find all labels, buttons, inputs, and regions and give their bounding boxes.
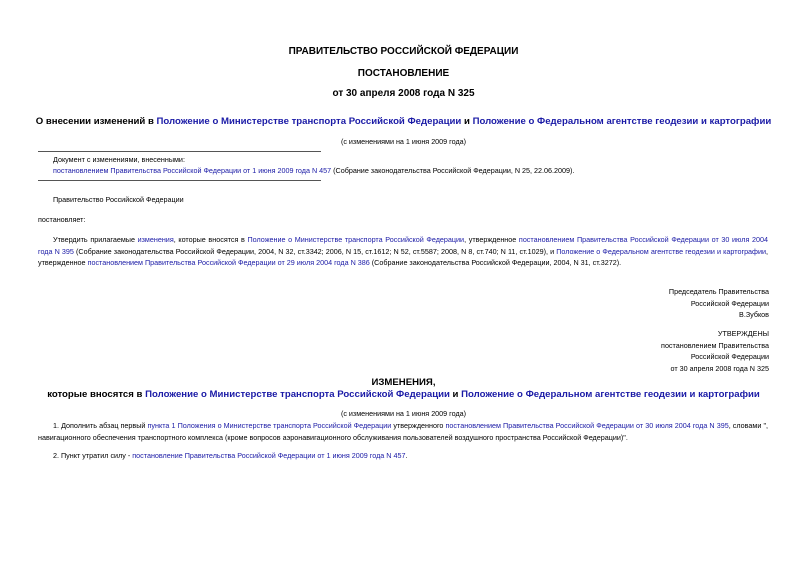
change-item-text: . [405,451,408,460]
approved-title: УТВЕРЖДЕНЫ [717,329,769,338]
approved-by: постановлением Правительства [661,340,769,350]
changes-subheading [0,389,807,400]
changes-note: (с изменениями на 1 июня 2009 года) [340,409,467,418]
document-date-number: от 30 апреля 2008 года N 325 [332,88,475,99]
decree-link-resolution-395[interactable]: постановлением Правительства Российской Федерации от 30 июля 2004 года N 395 [38,235,768,256]
decree-paragraph [38,234,768,269]
signature-name: В.Зубков [739,310,769,319]
changes-sub-prefix: которые вносятся в [47,389,146,400]
changes-box-divider [38,151,321,152]
changes-heading: ИЗМЕНЕНИЯ, [371,377,436,388]
document-type: ПОСТАНОВЛЕНИЕ [357,68,450,79]
changes-box-tail: (Собрание законодательства Российской Федерации, N 25, 22.06.2009). [331,166,575,175]
decree-link-ministry-regulation[interactable]: Положение о Министерстве транспорта Российской Федерации [247,235,465,244]
document-title [0,116,807,127]
change-item-2-link-resolution[interactable]: постановление Правительства Российской Федерации от 1 июня 2009 года N 457 [132,451,406,460]
change-item-text: утвержденного [391,421,446,430]
decree-text: (Собрание законодательства Российской Федерации, 2004, N 32, ст.3342; 2006, N 15, ст.1612; N 52, ст.5587; 2008, N 8, ст.740; N 11, ст.1029), и [73,246,557,256]
decides: постановляет: [38,215,86,224]
signature-position: Председатель Правительства [668,287,769,296]
decree-text: Утвердить прилагаемые [53,235,138,244]
changes-box-reference [53,166,574,175]
change-item-text: 2. Пункт утратил силу - [53,451,133,460]
issuer: Правительство Российской Федерации [53,195,184,204]
change-item-1-link-resolution[interactable]: постановлением Правительства Российской Федерации от 30 июля 2004 года N 395 [445,421,729,430]
change-item-1 [38,420,768,443]
changes-sub-and: и [449,389,462,400]
title-prefix: О внесении изменений в [35,116,157,127]
approved-date: от 30 апреля 2008 года N 325 [670,363,769,373]
signature-country: Российской Федерации [690,298,769,308]
amendment-note: (с изменениями на 1 июня 2009 года) [340,137,467,146]
title-and: и [461,116,473,127]
change-item-text: 1. Дополнить абзац первый [53,421,148,430]
changes-sub-link-agency[interactable]: Положение о Федеральном агентстве геодезии и картографии [461,389,760,400]
decree-text: (Собрание законодательства Российской Федерации, 2004, N 31, ст.3272). [369,258,622,267]
decree-text: , утвержденное [464,235,519,244]
title-link-agency[interactable]: Положение о Федеральном агентстве геодезии и картографии [472,116,772,127]
change-item-text: , словами ", навигационного обеспечения транспортного комплекса (кроме вопросов аэронавигационного обслуживания пользователей воздушного пространства Российской Федерации)". [38,421,769,442]
decree-text: , которые вносятся в [173,235,248,244]
decree-link-changes[interactable]: изменения [137,235,174,244]
decree-text: , утвержденное [38,246,769,267]
approved-country: Российской Федерации [690,352,769,361]
changes-box-bottom-divider [38,180,321,181]
change-item-2 [53,451,407,460]
government-title: ПРАВИТЕЛЬСТВО РОССИЙСКОЙ ФЕДЕРАЦИИ [288,46,519,57]
approved-block [661,328,769,374]
title-link-ministry[interactable]: Положение о Министерстве транспорта Российской Федерации [156,116,462,127]
changes-box-line: Документ с изменениями, внесенными: [53,155,185,164]
decree-link-agency-regulation[interactable]: Положение о Федеральном агентстве геодезии и картографии [556,246,767,256]
changes-sub-link-ministry[interactable]: Положение о Министерстве транспорта Российской Федерации [145,389,450,400]
change-item-1-link-paragraph[interactable]: пункта 1 Положения о Министерстве транспорта Российской Федерации [147,421,392,430]
decree-link-resolution-386[interactable]: постановлением Правительства Российской Федерации от 29 июля 2004 года N 386 [87,258,370,267]
changes-box-link[interactable]: постановлением Правительства Российской Федерации от 1 июня 2009 года N 457 [53,166,332,175]
signature-block [669,286,769,321]
